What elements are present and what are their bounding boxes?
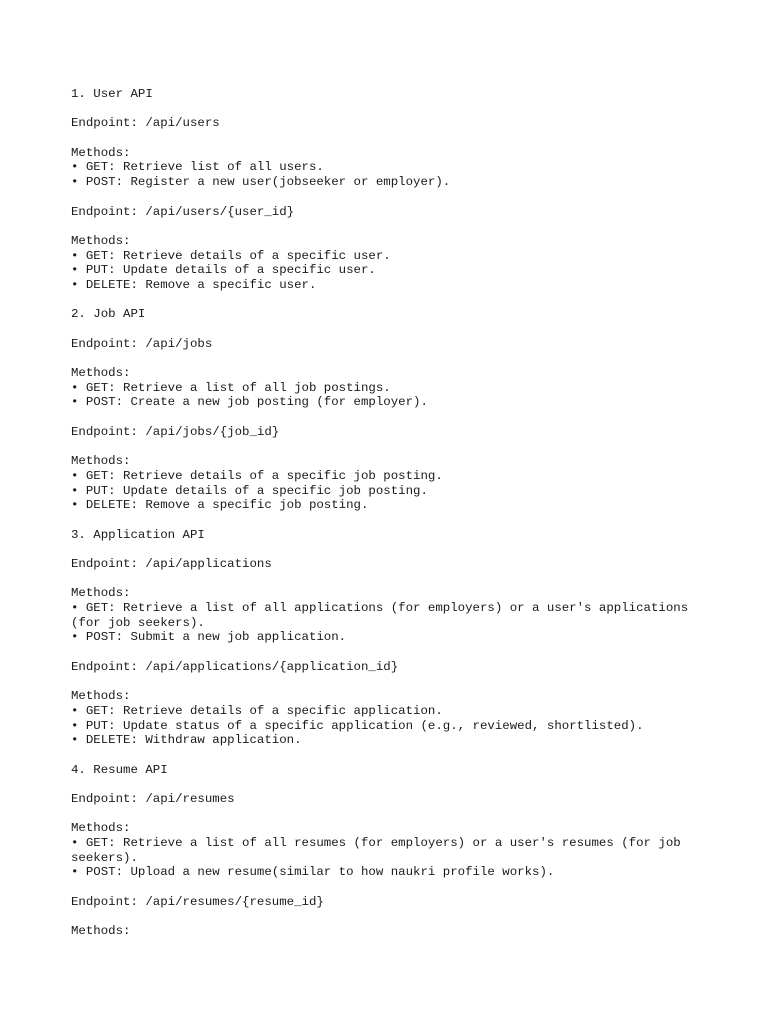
section-heading: 2. Job API — [71, 307, 146, 322]
endpoint-line: Endpoint: /api/resumes/{resume_id} — [71, 894, 324, 909]
endpoint-line: Endpoint: /api/applications — [71, 557, 272, 571]
method-item: • POST: Create a new job posting (for employer). — [71, 395, 428, 410]
blank-line — [71, 777, 721, 792]
method-item: • GET: Retrieve list of all users. — [71, 160, 324, 175]
blank-line — [71, 675, 721, 690]
methods-label: Methods: — [71, 689, 131, 704]
methods-label: Methods: — [71, 454, 131, 469]
method-item: • GET: Retrieve a list of all applications (for employers) or a user's applications — [71, 601, 689, 616]
endpoint-line: Endpoint: /api/jobs — [71, 336, 213, 351]
blank-line — [71, 293, 721, 308]
method-item: • PUT: Update status of a specific application (e.g., reviewed, shortlisted). — [71, 718, 644, 733]
endpoint-line: Endpoint: /api/applications/{application_id} — [71, 659, 399, 674]
blank-line — [71, 513, 721, 528]
endpoint-line: Endpoint: /api/resumes — [71, 792, 235, 806]
blank-line — [71, 645, 721, 660]
method-item: • POST: Submit a new job application. — [71, 630, 347, 645]
blank-line — [71, 190, 721, 205]
methods-label: Methods: — [71, 821, 131, 836]
blank-line — [71, 572, 721, 587]
method-item: • GET: Retrieve details of a specific user. — [71, 248, 391, 263]
methods-label: Methods: — [71, 233, 131, 248]
blank-line — [71, 440, 721, 455]
method-item-continuation: (for job seekers). — [71, 615, 205, 630]
blank-line — [71, 219, 721, 234]
method-item-continuation: seekers). — [71, 850, 138, 865]
method-item: • DELETE: Remove a specific user. — [71, 277, 317, 292]
blank-line — [71, 910, 721, 925]
document-page — [71, 87, 721, 939]
blank-line — [71, 131, 721, 146]
section-heading: 1. User API — [71, 87, 153, 101]
blank-line — [71, 351, 721, 366]
endpoint-line: Endpoint: /api/users/{user_id} — [71, 204, 295, 219]
method-item: • GET: Retrieve a list of all resumes (for employers) or a user's resumes (for job — [71, 836, 681, 851]
blank-line — [71, 748, 721, 763]
method-item: • PUT: Update details of a specific user. — [71, 263, 376, 278]
method-item: • POST: Register a new user(jobseeker or employer). — [71, 175, 451, 190]
method-item: • GET: Retrieve details of a specific application. — [71, 703, 443, 718]
blank-line — [71, 102, 721, 117]
blank-line — [71, 410, 721, 425]
methods-label: Methods: — [71, 924, 131, 939]
endpoint-line: Endpoint: /api/jobs/{job_id} — [71, 424, 280, 439]
method-item: • PUT: Update details of a specific job posting. — [71, 483, 428, 498]
methods-label: Methods: — [71, 366, 131, 381]
method-item: • GET: Retrieve a list of all job postings. — [71, 380, 391, 395]
section-heading: 4. Resume API — [71, 762, 168, 777]
blank-line — [71, 542, 721, 557]
methods-label: Methods: — [71, 586, 131, 601]
method-item: • DELETE: Withdraw application. — [71, 733, 302, 748]
method-item: • DELETE: Remove a specific job posting. — [71, 498, 369, 513]
methods-label: Methods: — [71, 145, 131, 160]
blank-line — [71, 322, 721, 337]
endpoint-line: Endpoint: /api/users — [71, 116, 220, 131]
section-heading: 3. Application API — [71, 527, 205, 542]
method-item: • POST: Upload a new resume(similar to how naukri profile works). — [71, 865, 555, 880]
blank-line — [71, 880, 721, 895]
blank-line — [71, 807, 721, 822]
method-item: • GET: Retrieve details of a specific job posting. — [71, 468, 443, 483]
